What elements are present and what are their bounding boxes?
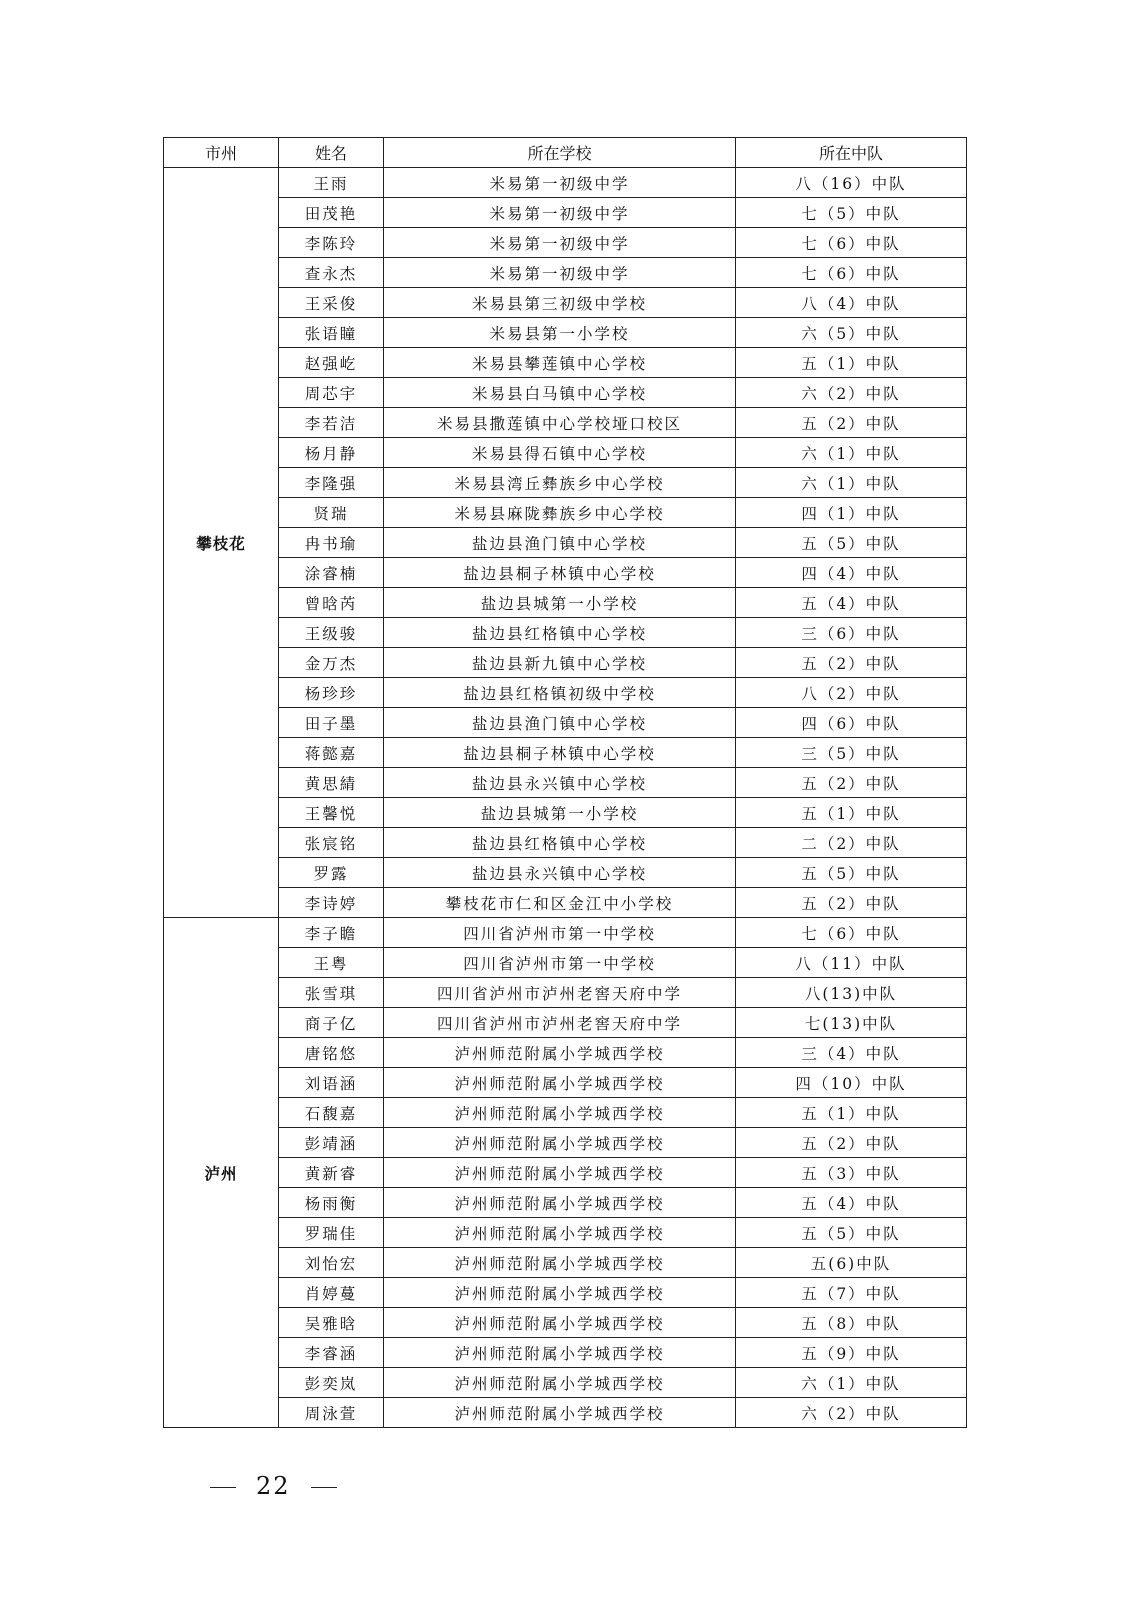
school-cell: 盐边县红格镇初级中学校 <box>384 678 736 708</box>
table-row <box>164 1278 967 1308</box>
squadron-cell: 四（4）中队 <box>736 558 967 588</box>
student-name-cell: 吴雅晗 <box>279 1308 384 1338</box>
school-cell: 泸州师范附属小学城西学校 <box>384 1248 736 1278</box>
squadron-cell: 二（2）中队 <box>736 828 967 858</box>
school-cell: 泸州师范附属小学城西学校 <box>384 1368 736 1398</box>
roster-table <box>163 137 967 1428</box>
squadron-cell: 六（1）中队 <box>736 438 967 468</box>
table-row <box>164 468 967 498</box>
school-cell: 泸州师范附属小学城西学校 <box>384 1398 736 1428</box>
table-body <box>164 168 967 1428</box>
table-row <box>164 768 967 798</box>
school-cell: 米易县攀莲镇中心学校 <box>384 348 736 378</box>
table-row <box>164 1128 967 1158</box>
squadron-cell: 五（4）中队 <box>736 588 967 618</box>
squadron-cell: 五（5）中队 <box>736 1218 967 1248</box>
table-row <box>164 348 967 378</box>
school-cell: 泸州师范附属小学城西学校 <box>384 1158 736 1188</box>
squadron-cell: 七（5）中队 <box>736 198 967 228</box>
squadron-cell: 五（2）中队 <box>736 648 967 678</box>
school-cell: 四川省泸州市第一中学校 <box>384 918 736 948</box>
student-name-cell: 赵强屹 <box>279 348 384 378</box>
student-name-cell: 罗瑞佳 <box>279 1218 384 1248</box>
squadron-cell: 五（9）中队 <box>736 1338 967 1368</box>
table-row <box>164 258 967 288</box>
school-cell: 米易第一初级中学 <box>384 198 736 228</box>
header-school: 所在学校 <box>384 138 736 168</box>
table-row <box>164 228 967 258</box>
school-cell: 泸州师范附属小学城西学校 <box>384 1338 736 1368</box>
city-cell: 攀枝花 <box>164 168 279 918</box>
squadron-cell: 五（5）中队 <box>736 528 967 558</box>
student-name-cell: 周泳萱 <box>279 1398 384 1428</box>
table-row <box>164 1068 967 1098</box>
page-footer <box>190 1472 357 1500</box>
student-name-cell: 李隆强 <box>279 468 384 498</box>
school-cell: 四川省泸州市第一中学校 <box>384 948 736 978</box>
student-name-cell: 金万杰 <box>279 648 384 678</box>
school-cell: 泸州师范附属小学城西学校 <box>384 1278 736 1308</box>
header-city: 市州 <box>164 138 279 168</box>
squadron-cell: 四（1）中队 <box>736 498 967 528</box>
footer-dash-right <box>311 1487 337 1488</box>
table-row <box>164 1008 967 1038</box>
table-row <box>164 168 967 198</box>
school-cell: 盐边县桐子林镇中心学校 <box>384 738 736 768</box>
school-cell: 米易第一初级中学 <box>384 168 736 198</box>
squadron-cell: 七(13)中队 <box>736 1008 967 1038</box>
table-row <box>164 528 967 558</box>
squadron-cell: 七（6）中队 <box>736 918 967 948</box>
student-name-cell: 涂睿楠 <box>279 558 384 588</box>
table-row <box>164 918 967 948</box>
student-name-cell: 田子墨 <box>279 708 384 738</box>
squadron-cell: 八（2）中队 <box>736 678 967 708</box>
student-name-cell: 李睿涵 <box>279 1338 384 1368</box>
squadron-cell: 五（7）中队 <box>736 1278 967 1308</box>
table-row <box>164 858 967 888</box>
student-name-cell: 曾晗芮 <box>279 588 384 618</box>
school-cell: 泸州师范附属小学城西学校 <box>384 1038 736 1068</box>
school-cell: 盐边县红格镇中心学校 <box>384 618 736 648</box>
city-cell: 泸州 <box>164 918 279 1428</box>
school-cell: 四川省泸州市泸州老窖天府中学 <box>384 978 736 1008</box>
table-row <box>164 1188 967 1218</box>
table-row <box>164 738 967 768</box>
student-name-cell: 刘语涵 <box>279 1068 384 1098</box>
squadron-cell: 八（16）中队 <box>736 168 967 198</box>
school-cell: 米易县麻陇彝族乡中心学校 <box>384 498 736 528</box>
table-row <box>164 498 967 528</box>
student-name-cell: 李子瞻 <box>279 918 384 948</box>
student-name-cell: 王级骏 <box>279 618 384 648</box>
student-name-cell: 张雪琪 <box>279 978 384 1008</box>
student-name-cell: 商子亿 <box>279 1008 384 1038</box>
squadron-cell: 五（2）中队 <box>736 1128 967 1158</box>
student-name-cell: 张宸铭 <box>279 828 384 858</box>
school-cell: 盐边县永兴镇中心学校 <box>384 768 736 798</box>
student-name-cell: 王采俊 <box>279 288 384 318</box>
school-cell: 盐边县红格镇中心学校 <box>384 828 736 858</box>
student-name-cell: 李诗婷 <box>279 888 384 918</box>
school-cell: 盐边县永兴镇中心学校 <box>384 858 736 888</box>
squadron-cell: 三（6）中队 <box>736 618 967 648</box>
header-name: 姓名 <box>279 138 384 168</box>
table-row <box>164 318 967 348</box>
squadron-cell: 六（1）中队 <box>736 1368 967 1398</box>
school-cell: 泸州师范附属小学城西学校 <box>384 1068 736 1098</box>
header-row <box>164 138 967 168</box>
school-cell: 米易县白马镇中心学校 <box>384 378 736 408</box>
student-name-cell: 彭靖涵 <box>279 1128 384 1158</box>
school-cell: 米易第一初级中学 <box>384 228 736 258</box>
student-name-cell: 王粤 <box>279 948 384 978</box>
table-row <box>164 1038 967 1068</box>
table-row <box>164 678 967 708</box>
squadron-cell: 五（2）中队 <box>736 768 967 798</box>
student-name-cell: 彭奕岚 <box>279 1368 384 1398</box>
student-name-cell: 杨月静 <box>279 438 384 468</box>
table-row <box>164 438 967 468</box>
squadron-cell: 五（8）中队 <box>736 1308 967 1338</box>
squadron-cell: 六（2）中队 <box>736 378 967 408</box>
school-cell: 四川省泸州市泸州老窖天府中学 <box>384 1008 736 1038</box>
student-name-cell: 李陈玲 <box>279 228 384 258</box>
student-name-cell: 周芯宇 <box>279 378 384 408</box>
squadron-cell: 五（2）中队 <box>736 408 967 438</box>
school-cell: 盐边县渔门镇中心学校 <box>384 708 736 738</box>
student-name-cell: 唐铭悠 <box>279 1038 384 1068</box>
squadron-cell: 五（3）中队 <box>736 1158 967 1188</box>
squadron-cell: 五（5）中队 <box>736 858 967 888</box>
table-row <box>164 378 967 408</box>
table-row <box>164 708 967 738</box>
school-cell: 盐边县城第一小学校 <box>384 798 736 828</box>
squadron-cell: 五（2）中队 <box>736 888 967 918</box>
student-name-cell: 查永杰 <box>279 258 384 288</box>
school-cell: 米易县第三初级中学校 <box>384 288 736 318</box>
squadron-cell: 七（6）中队 <box>736 258 967 288</box>
squadron-cell: 四（10）中队 <box>736 1068 967 1098</box>
table-row <box>164 948 967 978</box>
squadron-cell: 五（1）中队 <box>736 348 967 378</box>
squadron-cell: 五(6)中队 <box>736 1248 967 1278</box>
table-row <box>164 1398 967 1428</box>
school-cell: 米易县得石镇中心学校 <box>384 438 736 468</box>
table-row <box>164 828 967 858</box>
school-cell: 泸州师范附属小学城西学校 <box>384 1218 736 1248</box>
school-cell: 泸州师范附属小学城西学校 <box>384 1188 736 1218</box>
student-name-cell: 张语瞳 <box>279 318 384 348</box>
table-row <box>164 1308 967 1338</box>
student-name-cell: 杨珍珍 <box>279 678 384 708</box>
page-number: 22 <box>256 1472 291 1500</box>
school-cell: 泸州师范附属小学城西学校 <box>384 1308 736 1338</box>
table-row <box>164 978 967 1008</box>
footer-dash-left <box>210 1487 236 1488</box>
student-name-cell: 肖婷蔓 <box>279 1278 384 1308</box>
student-name-cell: 蒋懿嘉 <box>279 738 384 768</box>
table-row <box>164 1368 967 1398</box>
student-name-cell: 罗露 <box>279 858 384 888</box>
student-name-cell: 王馨悦 <box>279 798 384 828</box>
table-row <box>164 198 967 228</box>
school-cell: 米易县撒莲镇中心学校垭口校区 <box>384 408 736 438</box>
table-row <box>164 1158 967 1188</box>
school-cell: 泸州师范附属小学城西学校 <box>384 1128 736 1158</box>
squadron-cell: 五（1）中队 <box>736 798 967 828</box>
squadron-cell: 五（1）中队 <box>736 1098 967 1128</box>
table-row <box>164 798 967 828</box>
table-row <box>164 1218 967 1248</box>
squadron-cell: 五（4）中队 <box>736 1188 967 1218</box>
table-row <box>164 648 967 678</box>
student-name-cell: 刘怡宏 <box>279 1248 384 1278</box>
table-row <box>164 1338 967 1368</box>
header-squadron: 所在中队 <box>736 138 967 168</box>
student-name-cell: 黄思綪 <box>279 768 384 798</box>
student-name-cell: 杨雨衡 <box>279 1188 384 1218</box>
table-row <box>164 618 967 648</box>
squadron-cell: 四（6）中队 <box>736 708 967 738</box>
table-row <box>164 1248 967 1278</box>
school-cell: 米易县第一小学校 <box>384 318 736 348</box>
table-row <box>164 888 967 918</box>
school-cell: 盐边县新九镇中心学校 <box>384 648 736 678</box>
table-row <box>164 558 967 588</box>
student-name-cell: 石馥嘉 <box>279 1098 384 1128</box>
squadron-cell: 三（4）中队 <box>736 1038 967 1068</box>
school-cell: 盐边县城第一小学校 <box>384 588 736 618</box>
squadron-cell: 六（1）中队 <box>736 468 967 498</box>
school-cell: 泸州师范附属小学城西学校 <box>384 1098 736 1128</box>
squadron-cell: 八（11）中队 <box>736 948 967 978</box>
table-row <box>164 588 967 618</box>
table-row <box>164 408 967 438</box>
student-name-cell: 田茂艳 <box>279 198 384 228</box>
student-name-cell: 王雨 <box>279 168 384 198</box>
table-row <box>164 288 967 318</box>
squadron-cell: 八（4）中队 <box>736 288 967 318</box>
table-header <box>164 138 967 168</box>
squadron-cell: 六（5）中队 <box>736 318 967 348</box>
school-cell: 米易第一初级中学 <box>384 258 736 288</box>
school-cell: 攀枝花市仁和区金江中小学校 <box>384 888 736 918</box>
squadron-cell: 三（5）中队 <box>736 738 967 768</box>
student-name-cell: 贤瑞 <box>279 498 384 528</box>
student-name-cell: 冉书瑜 <box>279 528 384 558</box>
school-cell: 盐边县桐子林镇中心学校 <box>384 558 736 588</box>
school-cell: 米易县湾丘彝族乡中心学校 <box>384 468 736 498</box>
squadron-cell: 七（6）中队 <box>736 228 967 258</box>
student-name-cell: 李若洁 <box>279 408 384 438</box>
student-name-cell: 黄新睿 <box>279 1158 384 1188</box>
table-row <box>164 1098 967 1128</box>
squadron-cell: 六（2）中队 <box>736 1398 967 1428</box>
squadron-cell: 八(13)中队 <box>736 978 967 1008</box>
school-cell: 盐边县渔门镇中心学校 <box>384 528 736 558</box>
